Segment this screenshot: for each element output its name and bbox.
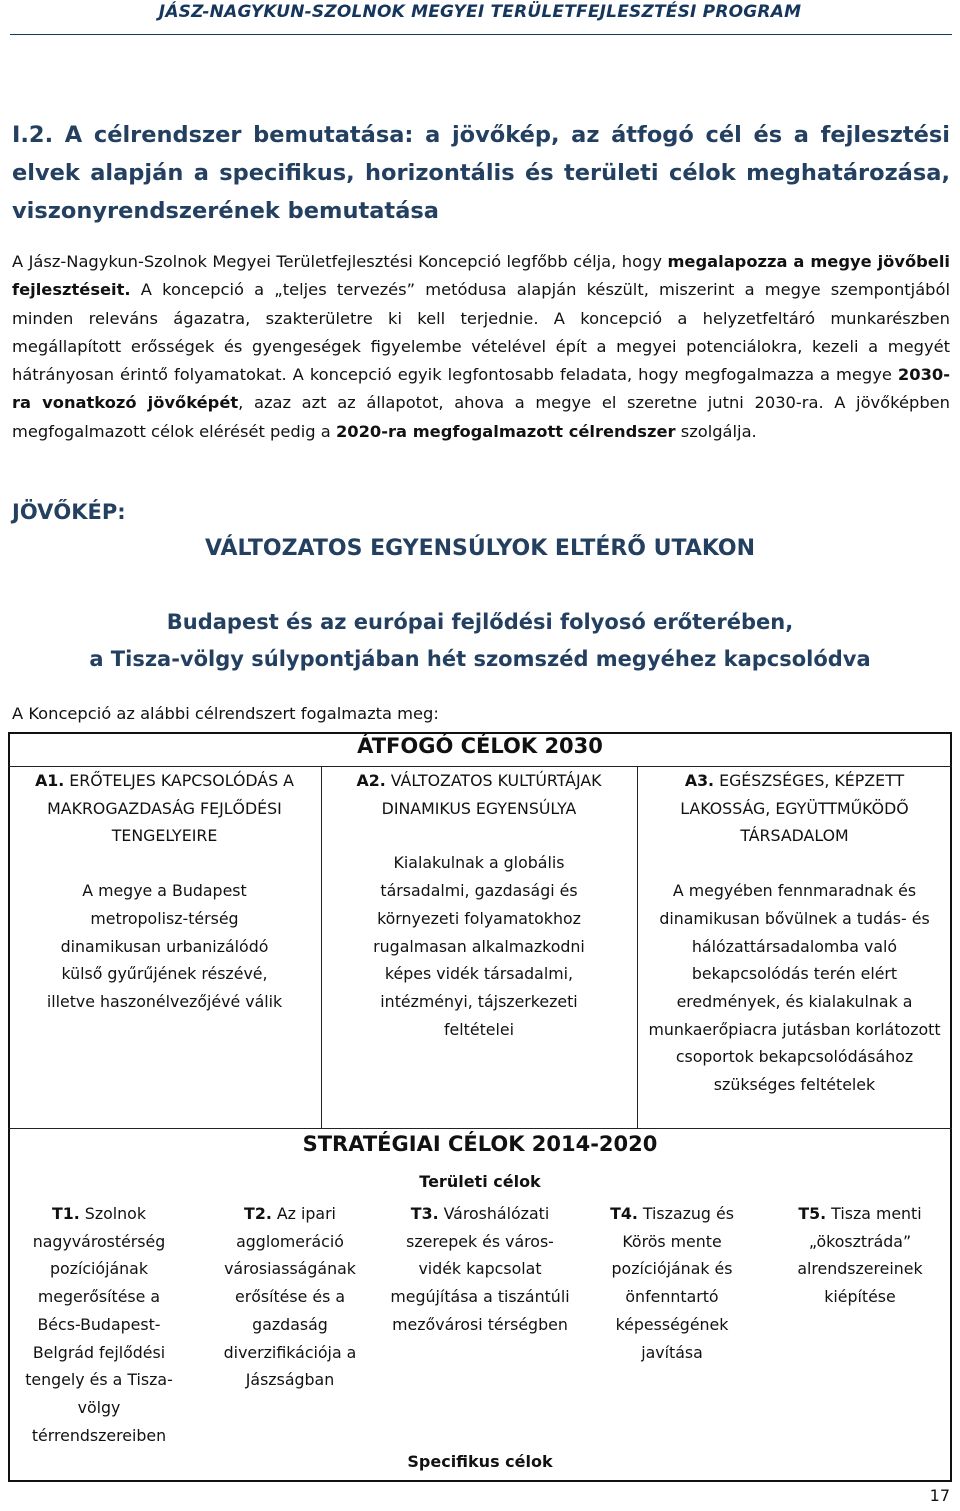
intro-text-1: A Jász-Nagykun-Szolnok Megyei Területfejlesztési Koncepció legfőbb célja, hogy: [12, 252, 668, 271]
goal-t4: [594, 1200, 750, 1366]
goal-a2: [323, 767, 635, 1043]
intro-text-3: , azaz azt az állapotot, ahova a megye el szeretne jutni 2030-ra. A jövőképben megfogalmazott célok elérését pedig a: [12, 393, 950, 441]
vision-subtitle-line-2: a Tisza-völgy súlypontjában hét szomszéd megyéhez kapcsolódva: [89, 647, 871, 671]
strategic-goals-title: STRATÉGIAI CÉLOK 2014-2020: [302, 1132, 658, 1156]
goal-t1-code: T1.: [51, 1204, 80, 1223]
divider-a2-a3: [637, 766, 638, 1128]
goal-t4-text: Tiszazug és Körös mente pozíciójának és önfenntartó képességének javítása: [611, 1204, 734, 1362]
goal-a2-code: A2.: [356, 771, 386, 790]
intro-bold-3: 2020-ra megfogalmazott célrendszer: [335, 421, 676, 441]
goal-t2-text: Az ipari agglomeráció városiasságának erősítése és a gazdaság diverzifikációja a Jászságban: [223, 1204, 357, 1390]
lead-text: A Koncepció az alábbi célrendszert fogalmazta meg:: [12, 704, 439, 723]
goal-a3-text: A megyében fennmaradnak és dinamikusan bővülnek a tudás- és hálózattársadalomba való bekapcsolódás terén elért eredmények, és kialakulnak a munkaerőpiacra jutásban korlátozott csoportok bekapcsolódásához szükséges feltételek: [648, 881, 941, 1095]
goal-a1-text: A megye a Budapest metropolisz-térség dinamikusan urbanizálódó külső gyűrűjének részévé, illetve haszonélvezőjévé válik: [46, 881, 283, 1011]
goal-t5-code: T5.: [798, 1204, 827, 1223]
goal-t2: [208, 1200, 372, 1394]
goal-t2-code: T2.: [244, 1204, 272, 1223]
vision-subtitle-line-1: Budapest és az európai fejlődési folyosó erőterében,: [166, 610, 794, 634]
running-header: JÁSZ-NAGYKUN-SZOLNOK MEGYEI TERÜLETFEJLESZTÉSI PROGRAM: [158, 2, 802, 22]
intro-bold-2: 2030-ra vonatkozó jövőképét: [12, 365, 950, 413]
goal-t5: [776, 1200, 944, 1311]
divider-strategic: [8, 1128, 952, 1129]
goal-t5-text: Tisza menti „ökosztráda” alrendszereinek kiépítése: [797, 1204, 923, 1307]
vision-subtitle: [0, 604, 960, 678]
vision-title: VÁLTOZATOS EGYENSÚLYOK ELTÉRŐ UTAKON: [204, 536, 756, 561]
section-heading: I.2. A célrendszer bemutatása: a jövőkép, az átfogó cél és a fejlesztési elvek alapján a specifikus, horizontális és területi célok meghatározása, viszonyrendszerének bemutatása: [12, 122, 950, 224]
specific-goals-label: Specifikus célok: [407, 1452, 553, 1471]
goal-t1: [14, 1200, 184, 1449]
goal-a2-text: Kialakulnak a globális társadalmi, gazdasági és környezeti folyamatokhoz rugalmasan alkalmazkodni képes vidék társadalmi, intézményi, tájszerkezeti feltételei: [373, 853, 585, 1039]
intro-bold-1: megalapozza a megye jövőbeli fejlesztéseit.: [12, 252, 950, 300]
goal-t3: [386, 1200, 574, 1339]
page-number: 17: [929, 1486, 950, 1505]
goal-t4-code: T4.: [610, 1204, 638, 1223]
goal-t1-text: Szolnok nagyvárostérség pozíciójának megerősítése a Bécs-Budapest-Belgrád fejlődési tengely és a Tisza-völgy térrendszereiben: [25, 1204, 173, 1445]
intro-text-2: A koncepció a „teljes tervezés” metódusa alapján készült, miszerint a megye szempontjából minden releváns ágazatra, szakterületre ki kell terjednie. A koncepció a helyzetfeltáró munkarészben megállapított erősségek és gyengeségek figyelembe vételével épít a megyei potenciálokra, kezeli a megyét hátrányosan érintő folyamatokat. A koncepció egyik legfontosabb feladata, hogy megfogalmazza a megye: [12, 280, 950, 385]
header-rule: [10, 34, 952, 35]
territorial-goals-label: Területi célok: [419, 1172, 541, 1191]
intro-paragraph: [12, 248, 950, 446]
goal-a3: [639, 767, 950, 1099]
goal-t3-text: Városhálózati szerepek és város-vidék kapcsolat megújítása a tiszántúli mezővárosi térségben: [390, 1204, 570, 1334]
goal-t3-code: T3.: [410, 1204, 439, 1223]
vision-label: JÖVŐKÉP:: [12, 500, 126, 524]
goal-a2-title: VÁLTOZATOS KULTÚRTÁJAK DINAMIKUS EGYENSÚLYA: [381, 771, 602, 818]
overarching-goals-title: ÁTFOGÓ CÉLOK 2030: [357, 734, 603, 758]
goal-a1-code: A1.: [35, 771, 65, 790]
goal-a1-title: ERŐTELJES KAPCSOLÓDÁS A MAKROGAZDASÁG FEJLŐDÉSI TENGELYEIRE: [47, 771, 294, 846]
goal-a3-title: EGÉSZSÉGES, KÉPZETT LAKOSSÁG, EGYÜTTMŰKÖDŐ TÁRSADALOM: [680, 771, 909, 846]
goal-a3-code: A3.: [684, 771, 715, 790]
divider-a1-a2: [321, 766, 322, 1128]
intro-text-4: szolgálja.: [675, 421, 757, 441]
goal-a1: [10, 767, 319, 1016]
